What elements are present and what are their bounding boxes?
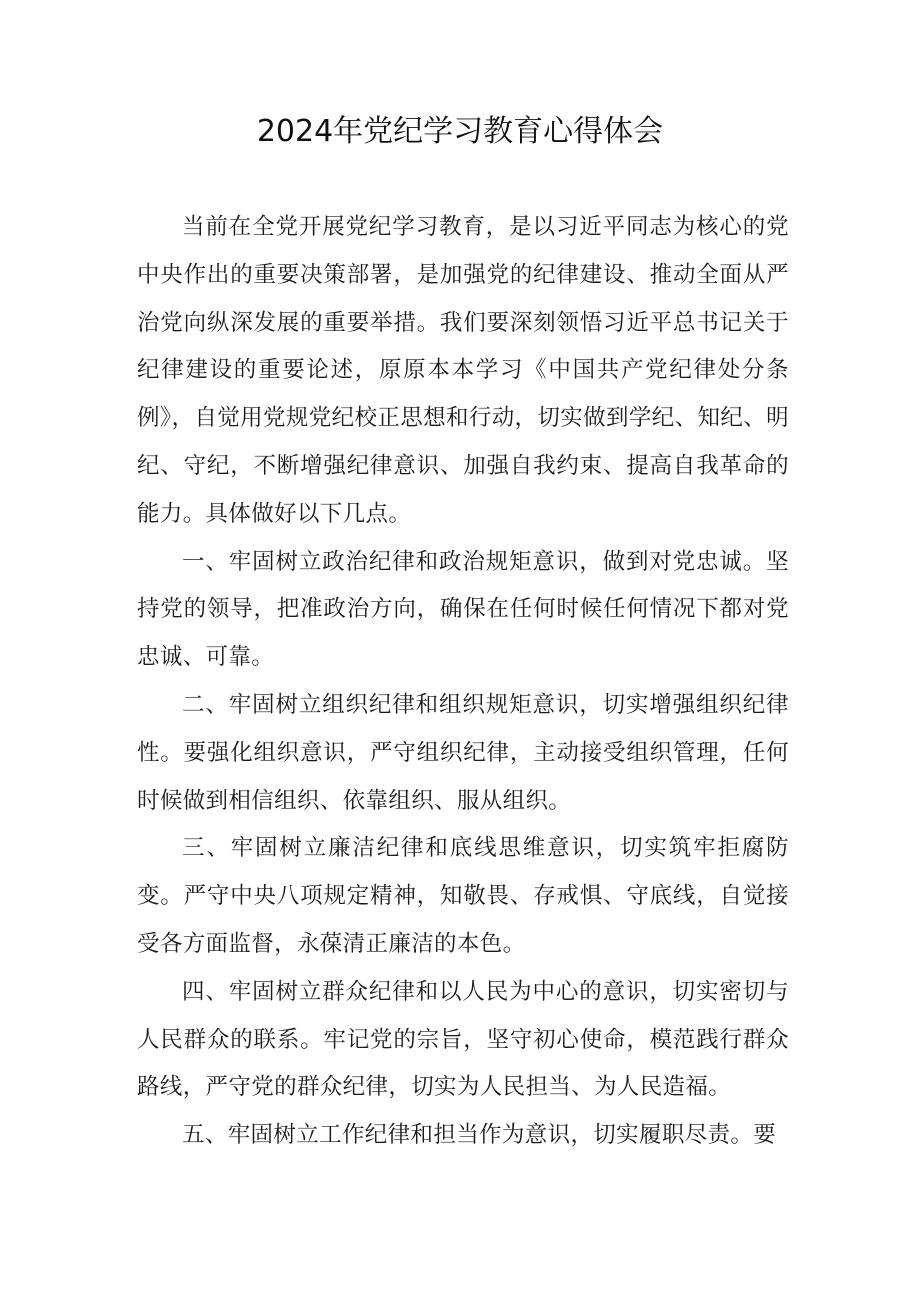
paragraph-intro: 当前在全党开展党纪学习教育，是以习近平同志为核心的党中央作出的重要决策部署，是加强党的纪律建设、推动全面从严治党向纵深发展的重要举措。我们要深刻领悟习近平总书记关于纪律建设的重要论述，原原本本学习《中国共产党纪律处分条例》，自觉用党规党纪校正思想和行动，切实做到学纪、知纪、明纪、守纪，不断增强纪律意识、加强自我约束、提高自我革命的能力。具体做好以下几点。 [137, 214, 789, 527]
paragraph-point-4: 四、牢固树立群众纪律和以人民为中心的意识，切实密切与人民群众的联系。牢记党的宗旨，坚守初心使命，模范践行群众路线，严守党的群众纪律，切实为人民担当、为人民造福。 [137, 978, 789, 1101]
document-title: 2024年党纪学习教育心得体会 [256, 114, 664, 149]
paragraph-point-3: 三、牢固树立廉洁纪律和底线思维意识，切实筑牢拒腐防变。严守中央八项规定精神，知敬畏、存戒惧、守底线，自觉接受各方面监督，永葆清正廉洁的本色。 [137, 835, 789, 957]
paragraph-point-1: 一、牢固树立政治纪律和政治规矩意识，做到对党忠诚。坚持党的领导，把准政治方向，确保在任何时候任何情况下都对党忠诚、可靠。 [137, 548, 789, 671]
paragraph-point-2: 二、牢固树立组织纪律和组织规矩意识，切实增强组织纪律性。要强化组织意识，严守组织纪律，主动接受组织管理，任何时候做到相信组织、依靠组织、服从组织。 [137, 691, 789, 814]
document-body [137, 204, 789, 1160]
paragraph-point-5: 五、牢固树立工作纪律和担当作为意识，切实履职尽责。要 [182, 1122, 777, 1149]
